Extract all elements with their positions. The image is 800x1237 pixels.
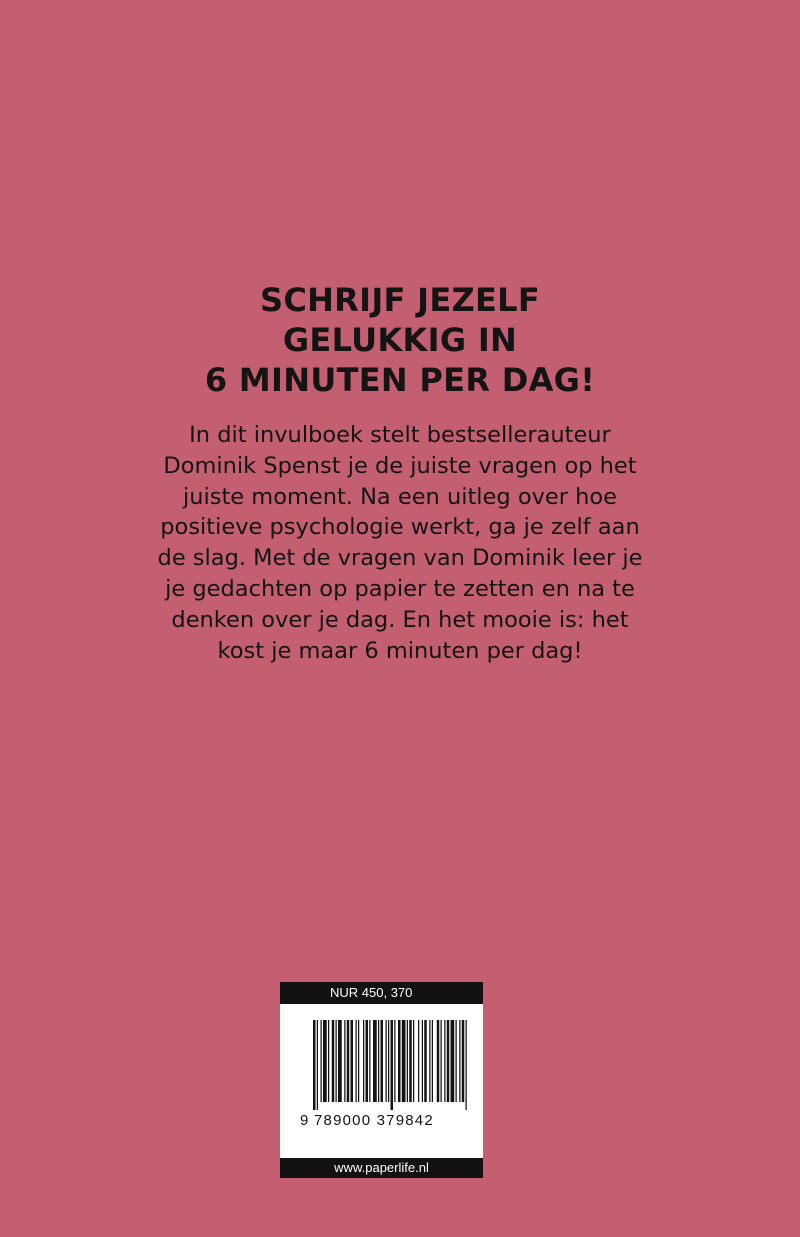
headline: [0, 280, 800, 400]
blurb-line-7: denken over je dag. En het mooie is: het: [171, 606, 629, 633]
barcode-bar: [313, 1020, 316, 1110]
barcode-bar: [437, 1020, 440, 1102]
barcode-bar: [466, 1020, 467, 1110]
headline-line-2: GELUKKIG IN: [282, 321, 518, 359]
barcode-bar: [459, 1020, 460, 1102]
barcode-bar: [429, 1020, 430, 1102]
blurb-line-3: juiste moment. Na een uitleg over hoe: [182, 483, 618, 510]
barcode-bar: [418, 1020, 419, 1102]
publisher-url: www.paperlife.nl: [280, 1158, 483, 1178]
barcode-bar: [394, 1020, 395, 1102]
barcode-bar: [356, 1020, 357, 1102]
barcode-bar: [456, 1020, 457, 1102]
blurb-line-5: de slag. Met de vragen van Dominik leer je: [157, 545, 643, 572]
headline-line-1: SCHRIJF JEZELF: [259, 281, 541, 319]
barcode-bar: [332, 1020, 335, 1102]
barcode-bar: [317, 1020, 318, 1110]
barcode-bar: [328, 1020, 329, 1102]
nur-code: NUR 450, 370: [280, 982, 483, 1004]
barcode-bar: [347, 1020, 350, 1102]
blurb-line-2: Dominik Spenst je de juiste vragen op het: [163, 452, 637, 479]
barcode-bar: [407, 1020, 408, 1102]
barcode-bar: [344, 1020, 345, 1102]
barcode-image: [280, 1004, 483, 1114]
barcode-bar: [369, 1020, 370, 1102]
barcode-bar: [402, 1020, 406, 1102]
barcode-bar: [413, 1020, 414, 1102]
barcode-bar: [388, 1020, 389, 1102]
barcode-bar: [363, 1020, 364, 1102]
barcode-bar: [462, 1020, 465, 1102]
blurb-line-8: kost je maar 6 minuten per dag!: [217, 637, 583, 664]
isbn-first-digit: 9: [300, 1112, 309, 1129]
barcode-bar: [378, 1020, 379, 1102]
blurb-line-6: je gedachten op papier te zetten en na te: [165, 575, 635, 602]
headline-line-3: 6 MINUTEN PER DAG!: [204, 361, 596, 399]
blurb-line-4: positieve psychologie werkt, ga je zelf aan: [160, 514, 640, 541]
barcode-bar: [381, 1020, 384, 1102]
barcode-bar: [336, 1020, 337, 1102]
barcode-bar: [366, 1020, 369, 1102]
barcode-bar: [323, 1020, 327, 1102]
barcode-bar: [321, 1020, 322, 1102]
barcode-bar: [373, 1020, 377, 1102]
barcode-bar: [338, 1020, 342, 1102]
barcode-bar: [447, 1020, 450, 1102]
barcode-block: [280, 982, 483, 1178]
isbn-remaining-digits: 789000 379842: [314, 1112, 434, 1129]
barcode-bar: [391, 1020, 394, 1110]
blurb-text: [0, 420, 800, 666]
barcode-bar: [451, 1020, 455, 1102]
barcode-bar: [444, 1020, 445, 1102]
blurb-line-1: In dit invulboek stelt bestsellerauteur: [189, 422, 611, 448]
barcode-bar: [441, 1020, 442, 1102]
barcode-bar: [424, 1020, 427, 1102]
barcode-bar: [432, 1020, 433, 1102]
barcode-bar: [351, 1020, 354, 1102]
barcode-bar: [398, 1020, 401, 1102]
barcode-bar: [422, 1020, 423, 1102]
barcode-bar: [386, 1020, 387, 1102]
barcode-bar: [358, 1020, 359, 1102]
barcode-bar: [409, 1020, 412, 1102]
